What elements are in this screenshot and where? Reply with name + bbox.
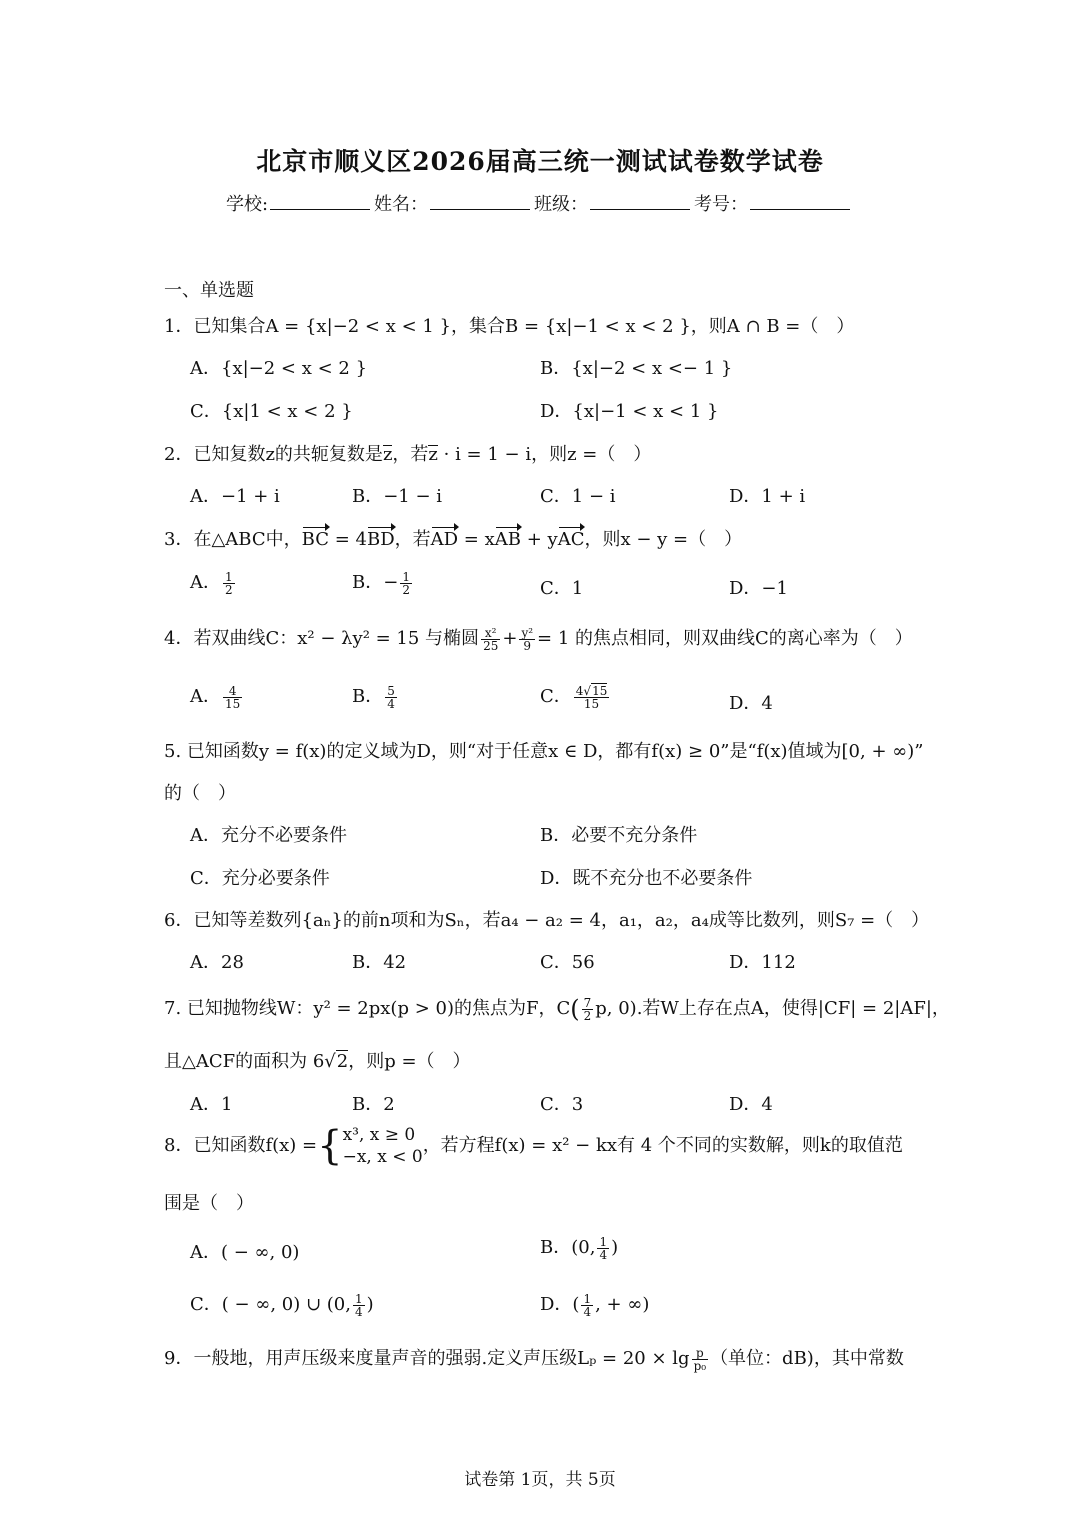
question-5-line-2: 的（ ） (164, 783, 236, 804)
den: 4 (599, 1247, 608, 1262)
q7-option-b[interactable]: B．2 (352, 1094, 395, 1115)
q3-option-c[interactable]: C．1 (540, 578, 584, 599)
q8-post: ，若方程f(x) = x² − kx有 4 个不同的实数解，则k的取值范 (422, 1135, 903, 1156)
vector-ac: AC (557, 529, 585, 550)
q8-row-1: x³, x ≥ 0 (342, 1125, 416, 1145)
question-1: 1．已知集合A = {x|−2 < x < 1 }，集合B = {x|−1 < x < 2 }，则A ∩ B =（ ） (164, 316, 855, 337)
q4-b-fraction (385, 685, 397, 710)
q5-option-a[interactable]: A．充分不必要条件 (190, 825, 347, 846)
den: 15 (574, 697, 610, 710)
q8-piecewise (317, 1124, 423, 1168)
q6-option-d[interactable]: D．112 (729, 952, 796, 973)
q4-post: = 1 的焦点相同，则双曲线C的离心率为（ ） (537, 628, 913, 649)
name-field[interactable] (430, 191, 530, 210)
question-7-line-1 (164, 994, 950, 1023)
q4-option-a[interactable] (190, 682, 244, 710)
question-2 (164, 440, 651, 466)
q8-d-pre: D．( (540, 1294, 580, 1315)
school-label: 学校: (225, 194, 269, 215)
den: p₀ (693, 1358, 707, 1373)
q5-option-c[interactable]: C．充分必要条件 (190, 868, 330, 889)
q4-pre: 4．若双曲线C：x² − λy² = 15 与椭圆 (164, 628, 480, 649)
q3-b-fraction (400, 571, 412, 596)
q7-option-a[interactable]: A．1 (190, 1094, 233, 1115)
q6-option-c[interactable]: C．56 (540, 952, 595, 973)
q8-option-d[interactable] (540, 1290, 649, 1318)
q3-post: ，则x − y =（ ） (584, 529, 743, 550)
q7-line2-post: ，则p =（ ） (348, 1051, 471, 1072)
q2-option-c[interactable]: C．1 − i (540, 486, 616, 507)
q4-a-label: A． (190, 686, 221, 707)
q2-option-b[interactable]: B．−1 − i (352, 486, 443, 507)
q6-option-a[interactable]: A．28 (190, 952, 244, 973)
q7-paren: ( (570, 995, 580, 1023)
q3-mid: ，若 (394, 529, 431, 550)
q3-plus: + y (521, 529, 558, 550)
q8-pre: 8．已知函数f(x) = (164, 1135, 318, 1156)
den: 4 (387, 696, 395, 711)
num-radicand: 15 (592, 683, 608, 698)
vector-ab: AB (494, 529, 521, 550)
q9-fraction (692, 1347, 709, 1372)
q8-d-fraction (581, 1293, 593, 1318)
vector-bd: BD (366, 529, 395, 550)
q4-b-label: B． (352, 686, 384, 707)
q7-pre: 7. 已知抛物线W：y² = 2px(p > 0)的焦点为F，C (164, 998, 571, 1019)
q8-b-pre: B．(0, (540, 1237, 596, 1258)
page-footer: 试卷第 1页，共 5页 (464, 1470, 616, 1490)
q2-text-pre: 2．已知复数z的共轭复数是 (164, 444, 383, 465)
q4-plus: + (502, 628, 518, 649)
q2-text-mid: ，若 (392, 444, 429, 465)
section-heading: 一、单选题 (164, 280, 254, 301)
q8-c-fraction (353, 1293, 365, 1318)
num: 5 (387, 683, 395, 698)
den: 15 (225, 696, 241, 711)
den: 9 (519, 639, 535, 652)
question-6: 6．已知等差数列{aₙ}的前n项和为Sₙ，若a₄ − a₂ = 4，a₁，a₂，a₄成等比数列，则S₇ =（ ） (164, 910, 930, 931)
q8-row-2: −x, x < 0 (342, 1147, 423, 1167)
school-field[interactable] (270, 191, 370, 210)
q7-option-c[interactable]: C．3 (540, 1094, 584, 1115)
q8-option-b[interactable] (540, 1233, 618, 1261)
q3-a-label: A． (190, 572, 221, 593)
q4-option-d[interactable]: D．4 (729, 693, 773, 714)
q4-c-label: C． (540, 686, 572, 707)
q2-zbar-2: z (428, 444, 438, 465)
den: 2 (225, 582, 233, 597)
den: 4 (354, 1304, 363, 1319)
question-5-line-1: 5. 已知函数y = f(x)的定义域为D，则“对于任意x ∈ D，都有f(x) ≥ 0”是“f(x)值域为[0, + ∞)” (164, 741, 924, 762)
q3-b-label: B．− (352, 572, 399, 593)
name-label: 姓名： (374, 194, 429, 215)
q4-c-fraction (574, 685, 610, 710)
num: 1 (599, 1234, 608, 1249)
question-3 (164, 525, 742, 551)
num: 7 (583, 995, 592, 1010)
num: x² (484, 625, 497, 640)
question-4 (164, 624, 913, 652)
q5-option-d[interactable]: D．既不充分也不必要条件 (540, 868, 753, 889)
q1-option-a[interactable]: A．{x|−2 < x < 2 } (190, 358, 368, 379)
q7-option-d[interactable]: D．4 (729, 1094, 773, 1115)
q8-c-post: ) (366, 1294, 374, 1315)
student-info-row (0, 190, 1080, 216)
vector-bc: BC (301, 529, 329, 550)
num: 1 (354, 1291, 363, 1306)
num: p (695, 1345, 704, 1360)
q7-line2-pre: 且△ACF的面积为 6 (164, 1051, 325, 1072)
q3-a-fraction (223, 571, 235, 596)
q8-rows (343, 1124, 423, 1168)
question-8-line-1 (164, 1124, 903, 1168)
q2-option-a[interactable]: A．−1 + i (190, 486, 280, 507)
q3-pre: 3．在△ABC中， (164, 529, 302, 550)
q9-pre: 9．一般地，用声压级来度量声音的强弱.定义声压级Lₚ = 20 × lg (164, 1348, 690, 1369)
q3-eq2: = x (458, 529, 495, 550)
q2-text-post: · i = 1 − i，则z =（ ） (437, 444, 652, 465)
num: 1 (225, 569, 233, 584)
page-title: 北京市顺义区2026届高三统一测试试卷数学试卷 (256, 147, 824, 176)
id-field[interactable] (750, 191, 850, 210)
q4-a-fraction (223, 685, 242, 710)
q8-brace: { (317, 1123, 343, 1169)
q3-option-a[interactable] (190, 568, 237, 596)
q8-b-fraction (597, 1236, 609, 1261)
q8-c-pre: C．( − ∞, 0) ∪ (0, (190, 1294, 351, 1315)
num-coef: 4 (575, 683, 584, 698)
q4-frac-x (481, 627, 500, 652)
q4-option-b[interactable] (352, 682, 399, 710)
question-7-line-2: 且△ACF的面积为 6√2，则p =（ ） (164, 1051, 471, 1072)
den: 25 (483, 638, 499, 653)
q1-option-d[interactable]: D．{x|−1 < x < 1 } (540, 401, 719, 422)
q7-sqrt: 2 (336, 1051, 349, 1072)
question-9 (164, 1344, 904, 1372)
q7-post: p, 0).若W上存在点A，使得|CF| = 2|AF|， (595, 998, 950, 1019)
q8-b-post: ) (611, 1237, 619, 1258)
num: 1 (402, 569, 410, 584)
q2-option-d[interactable]: D．1 + i (729, 486, 806, 507)
q6-option-b[interactable]: B．42 (352, 952, 407, 973)
q3-option-b[interactable] (352, 568, 414, 596)
q8-option-a[interactable]: A．( − ∞, 0) (190, 1242, 300, 1263)
question-8-line-2: 围是（ ） (164, 1193, 254, 1214)
q1-option-b[interactable]: B．{x|−2 < x <− 1 } (540, 358, 733, 379)
q9-post: （单位：dB)，其中常数 (710, 1348, 904, 1369)
num: 4 (228, 683, 237, 698)
q4-option-c[interactable] (540, 682, 611, 710)
q1-option-c[interactable]: C．{x|1 < x < 2 } (190, 401, 353, 422)
den: 2 (583, 1008, 592, 1023)
num: y² (521, 625, 534, 640)
q7-fraction (582, 997, 594, 1022)
q2-zbar: z (382, 444, 393, 465)
q3-eq1: = 4 (328, 529, 367, 550)
class-field[interactable] (590, 191, 690, 210)
num: 4√15 (575, 683, 608, 698)
den: 2 (402, 582, 410, 597)
den: 4 (583, 1304, 592, 1319)
num: 1 (583, 1291, 592, 1306)
q3-option-d[interactable]: D．−1 (729, 578, 788, 599)
q4-frac-y (519, 627, 535, 652)
vector-ad: AD (430, 529, 459, 550)
q8-d-post: , + ∞) (595, 1294, 650, 1315)
q5-option-b[interactable]: B．必要不充分条件 (540, 825, 698, 846)
id-label: 考号： (694, 194, 749, 215)
class-label: 班级： (534, 194, 589, 215)
q8-option-c[interactable] (190, 1290, 374, 1318)
